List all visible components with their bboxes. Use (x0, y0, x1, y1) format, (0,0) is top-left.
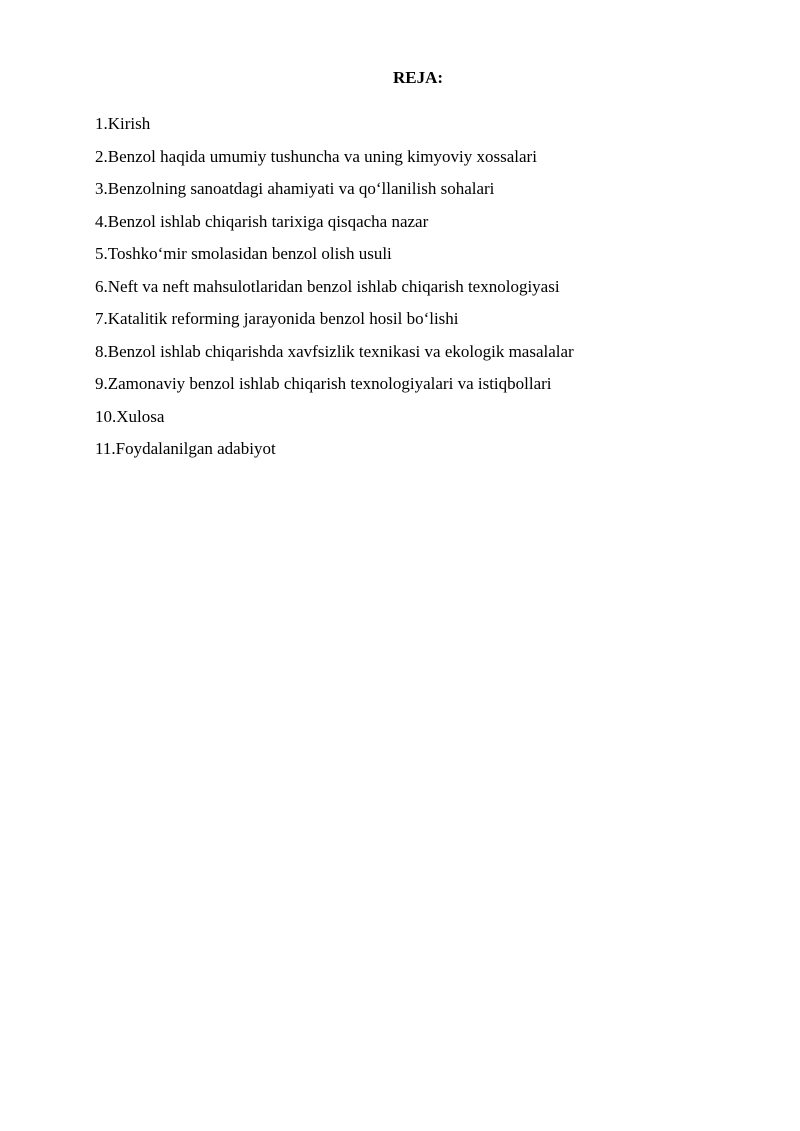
page-title: REJA: (392, 68, 444, 87)
plan-item-introduction: 1.Kirish (95, 114, 151, 133)
plan-item-references: 11.Foydalanilgan adabiyot (95, 439, 276, 458)
plan-item-safety-ecology: 8.Benzol ishlab chiqarishda xavfsizlik texnikasi va ekologik masalalar (95, 341, 574, 361)
plan-item-conclusion: 10.Xulosa (95, 406, 165, 426)
plan-list (95, 108, 755, 466)
plan-item-petroleum-technology: 6.Neft va neft mahsulotlaridan benzol ishlab chiqarish texnologiyasi (95, 276, 560, 296)
plan-item-industrial-importance: 3.Benzolning sanoatdagi ahamiyati va qo‘llanilish sohalari (95, 179, 495, 198)
plan-item-benzene-overview: 2.Benzol haqida umumiy tushuncha va uning kimyoviy xossalari (95, 146, 537, 166)
plan-item-modern-technologies: 9.Zamonaviy benzol ishlab chiqarish texnologiyalari va istiqbollari (95, 374, 552, 393)
plan-item-catalytic-reforming: 7.Katalitik reforming jarayonida benzol hosil bo‘lishi (95, 309, 459, 328)
plan-item-production-history: 4.Benzol ishlab chiqarish tarixiga qisqacha nazar (95, 211, 429, 231)
plan-item-coal-tar-method: 5.Toshko‘mir smolasidan benzol olish usuli (95, 244, 392, 263)
